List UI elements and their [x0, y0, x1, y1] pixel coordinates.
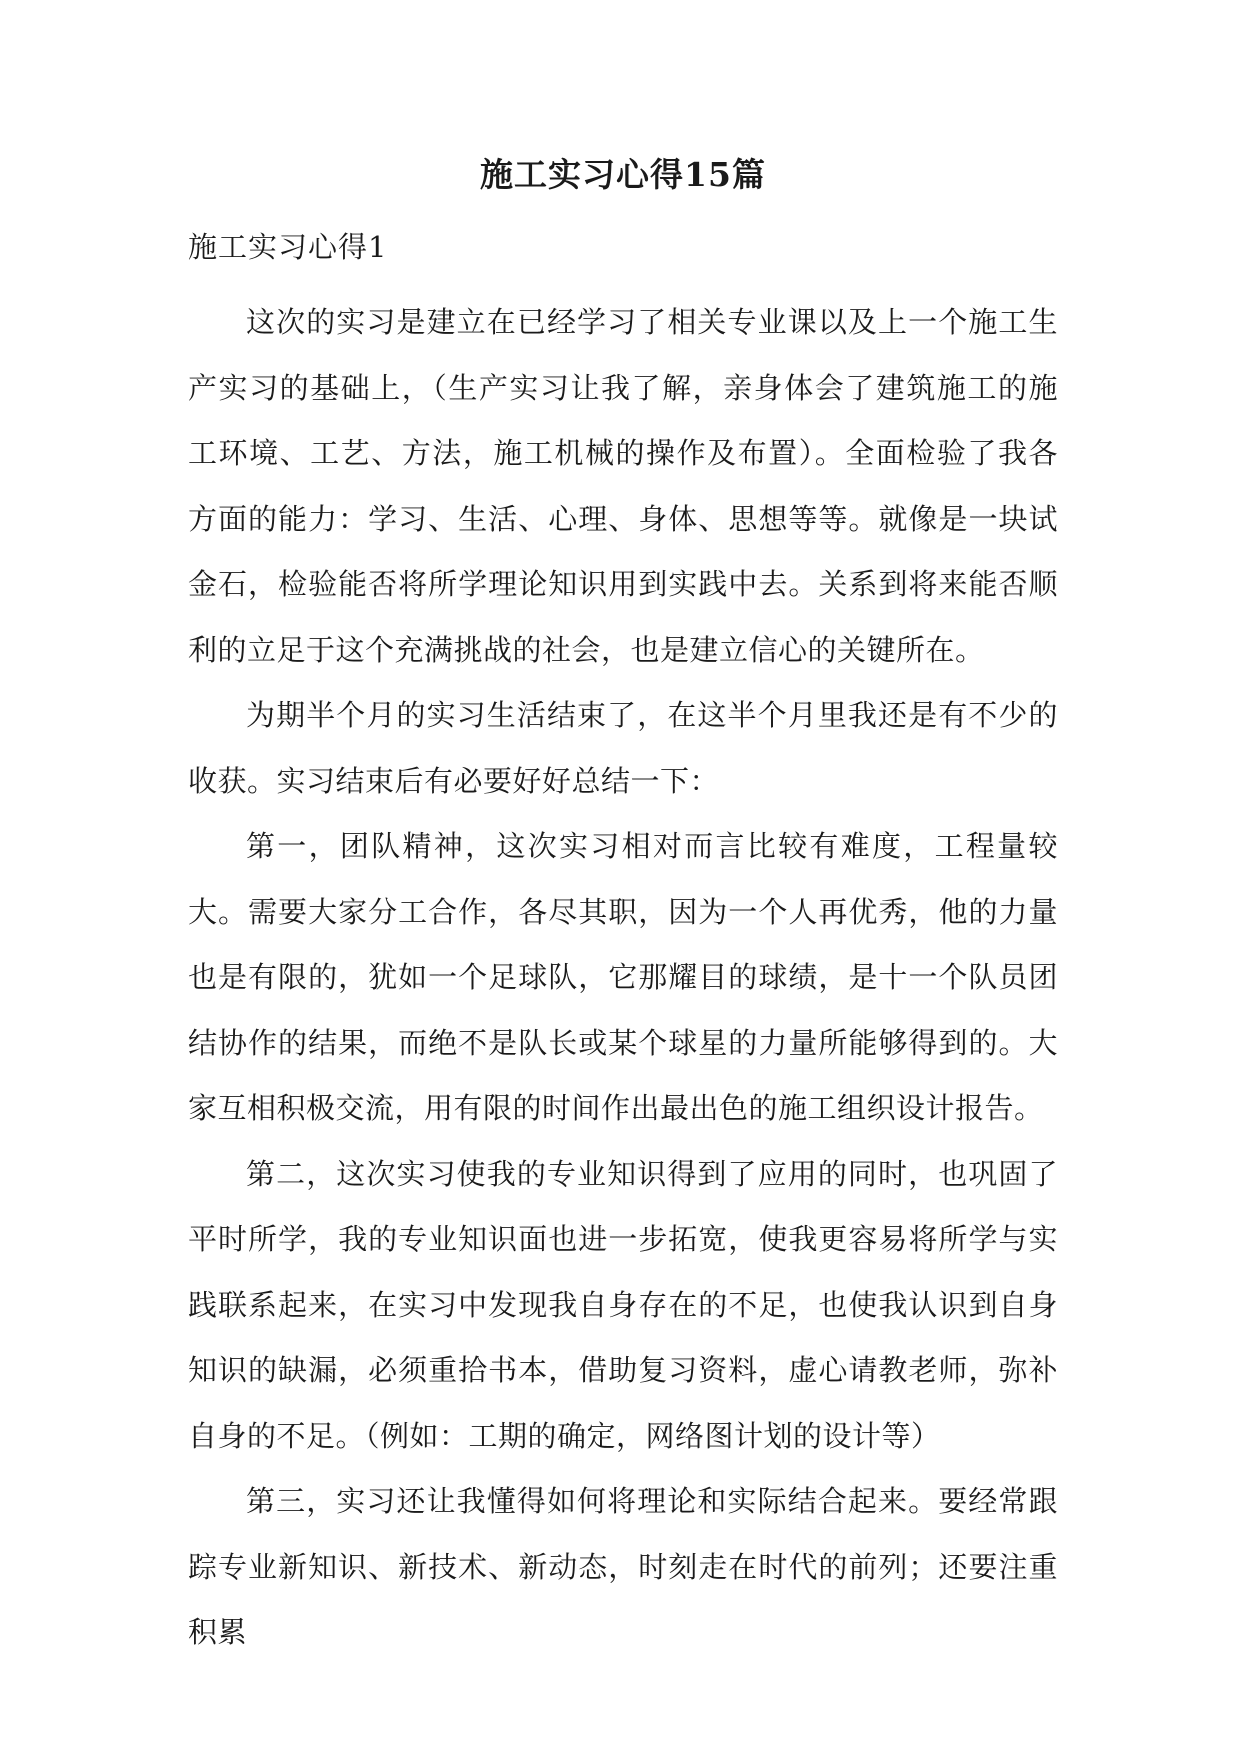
paragraph-summary: 为期半个月的实习生活结束了，在这半个月里我还是有不少的收获。实习结束后有必要好好总结一下： — [188, 698, 1058, 798]
paragraph-third-point: 第三，实习还让我懂得如何将理论和实际结合起来。要经常跟踪专业新知识、新技术、新动态，时刻走在时代的前列；还要注重积累 — [188, 1484, 1058, 1649]
paragraph-first-point: 第一，团队精神，这次实习相对而言比较有难度，工程量较大。需要大家分工合作，各尽其职，因为一个人再优秀，他的力量也是有限的，犹如一个足球队，它那耀目的球绩，是十一个队员团结协作的结果，而绝不是队长或某个球星的力量所能够得到的。大家互相积极交流，用有限的时间作出最出色的施工组织设计报告。 — [188, 829, 1058, 1125]
section-heading: 施工实习心得1 — [188, 230, 388, 264]
paragraph-second-point: 第二，这次实习使我的专业知识得到了应用的同时，也巩固了平时所学，我的专业知识面也进一步拓宽，使我更容易将所学与实践联系起来，在实习中发现我自身存在的不足，也使我认识到自身知识的缺漏，必须重拾书本，借助复习资料，虚心请教老师，弥补自身的不足。（例如：工期的确定，网络图计划的设计等） — [188, 1156, 1058, 1453]
document-title: 施工实习心得15篇 — [480, 155, 766, 194]
document-page — [188, 150, 1058, 1666]
paragraph-intro: 这次的实习是建立在已经学习了相关专业课以及上一个施工生产实习的基础上，（生产实习让我了解，亲身体会了建筑施工的施工环境、工艺、方法，施工机械的操作及布置）。全面检验了我各方面的能力：学习、生活、心理、身体、思想等等。就像是一块试金石，检验能否将所学理论知识用到实践中去。关系到将来能否顺利的立足于这个充满挑战的社会，也是建立信心的关键所在。 — [188, 305, 1058, 667]
